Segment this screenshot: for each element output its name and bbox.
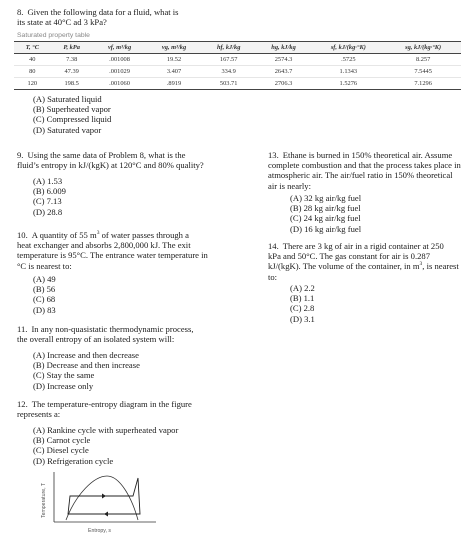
table-cell: 3.407 — [146, 66, 201, 78]
question-text: Ethane is burned in 150% theoretical air. Assume — [282, 150, 453, 160]
table-cell: .001008 — [93, 54, 147, 66]
answer-option[interactable]: (D) 16 kg air/kg fuel — [290, 223, 362, 234]
table-header-row — [14, 42, 461, 54]
question-text: temperature is 95°C. The entrance water temperature in — [17, 250, 208, 261]
question-text: The temperature-entropy diagram in the figure — [31, 399, 192, 409]
arrow-icon — [104, 512, 108, 517]
question-text: represents a: — [17, 409, 61, 420]
question-8-prompt — [17, 7, 457, 27]
column-header: vg, m³/kg — [146, 42, 201, 54]
answer-option[interactable]: (D) 3.1 — [290, 313, 315, 324]
answer-option[interactable]: (B) Superheated vapor — [33, 104, 111, 115]
answer-option[interactable]: (B) 56 — [33, 284, 56, 295]
answer-options-q12 — [33, 425, 178, 466]
question-text: There are 3 kg of air in a rigid container at 250 — [282, 241, 444, 251]
answer-option[interactable]: (C) Diesel cycle — [33, 445, 89, 456]
superscript: 3 — [419, 261, 423, 268]
column-header: hf, kJ/kg — [202, 42, 256, 54]
answer-options-q11 — [33, 350, 140, 391]
question-text: Given the following data for a fluid, what is — [27, 7, 179, 17]
question-text: atmospheric air. The air/fuel ratio in 150% theoretical — [268, 170, 453, 181]
question-text: air is nearly: — [268, 180, 311, 191]
answer-options-q14 — [290, 283, 315, 324]
table-cell: 334.9 — [202, 66, 256, 78]
superscript: 3 — [96, 230, 100, 237]
question-number: 13. — [268, 150, 279, 160]
question-text: In any non-quasistatic thermodynamic process, — [31, 324, 194, 334]
table-cell: 19.52 — [146, 54, 201, 66]
ts-diagram — [32, 468, 162, 536]
table-cell: 7.1296 — [385, 78, 461, 90]
answer-option[interactable]: (A) 49 — [33, 274, 56, 284]
question-text: the overall entropy of an isolated system will: — [17, 334, 175, 345]
answer-option[interactable]: (B) Decrease and then increase — [33, 360, 140, 371]
question-text: complete combustion and that the process takes place in — [268, 160, 461, 171]
question-number: 14. — [268, 241, 279, 251]
question-number: 11. — [17, 324, 28, 334]
table-cell: 2706.3 — [256, 78, 312, 90]
answer-options-q8 — [33, 94, 111, 135]
table-cell: 47.39 — [51, 66, 93, 78]
table-cell: 503.71 — [202, 78, 256, 90]
question-text: , is nearest — [422, 261, 459, 272]
table-cell: 1.1343 — [311, 66, 385, 78]
question-text: of water passes through a — [99, 230, 189, 240]
answer-option[interactable]: (D) 28.8 — [33, 206, 63, 217]
question-14-prompt — [268, 241, 468, 282]
question-11-prompt — [17, 324, 237, 344]
answer-option[interactable]: (A) Increase and then decrease — [33, 350, 139, 360]
question-number: 10. — [17, 230, 28, 240]
answer-option[interactable]: (C) Stay the same — [33, 370, 95, 381]
answer-option[interactable]: (D) Saturated vapor — [33, 124, 102, 135]
answer-option[interactable]: (B) 6.009 — [33, 186, 66, 197]
question-text: kPa and 50°C. The gas constant for air is 0.287 — [268, 251, 430, 262]
answer-option[interactable]: (B) Carnot cycle — [33, 435, 91, 446]
answer-option[interactable]: (D) 83 — [33, 304, 56, 315]
answer-option[interactable]: (C) 24 kg air/kg fuel — [290, 213, 361, 224]
question-text: its state at 40°C ad 3 kPa? — [17, 17, 107, 28]
question-number: 8. — [17, 7, 24, 17]
question-12-prompt — [17, 399, 237, 419]
answer-option[interactable]: (C) 68 — [33, 294, 56, 305]
table-cell: .001060 — [93, 78, 147, 90]
question-number: 9. — [17, 150, 24, 160]
answer-option[interactable]: (C) Compressed liquid — [33, 114, 112, 125]
question-text: A quantity of 55 m — [31, 230, 97, 240]
question-text: °C is nearest to: — [17, 260, 72, 271]
answer-options-q13 — [290, 193, 361, 234]
answer-option[interactable]: (B) 28 kg air/kg fuel — [290, 203, 361, 214]
table-cell: 2574.3 — [256, 54, 312, 66]
arrow-icon — [102, 494, 106, 499]
answer-option[interactable]: (B) 1.1 — [290, 293, 315, 304]
column-header: vf, m³/kg — [93, 42, 147, 54]
column-header: hg, kJ/kg — [256, 42, 312, 54]
table-row — [14, 54, 461, 66]
column-header: sg, kJ/(kg·°K) — [385, 42, 461, 54]
answer-option[interactable]: (C) 7.13 — [33, 196, 62, 207]
question-13-prompt — [268, 150, 468, 191]
table-cell: 80 — [14, 66, 51, 78]
answer-option[interactable]: (A) 1.53 — [33, 176, 63, 186]
column-header: sf, kJ/(kg·°K) — [311, 42, 385, 54]
x-axis-label: Entropy, s — [88, 528, 111, 534]
table-cell: 7.5445 — [385, 66, 461, 78]
question-text: heat exchanger and absorbs 2,800,000 kJ. The exit — [17, 240, 191, 251]
table-cell: 120 — [14, 78, 51, 90]
table-cell: 198.5 — [51, 78, 93, 90]
table-cell: .5725 — [311, 54, 385, 66]
answer-option[interactable]: (A) 2.2 — [290, 283, 315, 293]
answer-option[interactable]: (A) Saturated liquid — [33, 94, 102, 104]
question-text: to: — [268, 271, 278, 282]
answer-option[interactable]: (A) Rankine cycle with superheated vapor — [33, 425, 179, 435]
answer-option[interactable]: (C) 2.8 — [290, 303, 315, 314]
question-text: kJ/(kgK). The volume of the container, in m — [268, 261, 420, 272]
answer-options-q9 — [33, 176, 66, 217]
table-cell: 1.5276 — [311, 78, 385, 90]
table-cell: 2643.7 — [256, 66, 312, 78]
y-axis-label: Temperature, T — [41, 482, 47, 518]
column-header: P, kPa — [51, 42, 93, 54]
answer-option[interactable]: (D) Refrigeration cycle — [33, 455, 114, 466]
table-row — [14, 78, 461, 90]
question-number: 12. — [17, 399, 28, 409]
table-row — [14, 66, 461, 78]
table-cell: 40 — [14, 54, 51, 66]
question-text: Using the same data of Problem 8, what is the — [27, 150, 186, 160]
table-cell: 8.257 — [385, 54, 461, 66]
question-text: fluid’s entropy in kJ/(kgK) at 120°C and 80% quality? — [17, 160, 204, 171]
saturated-property-table — [14, 41, 461, 90]
column-header: T, °C — [14, 42, 51, 54]
table-caption: Saturated property table — [17, 32, 90, 39]
question-10-prompt — [17, 230, 237, 271]
answer-options-q10 — [33, 274, 56, 315]
question-9-prompt — [17, 150, 232, 170]
table-cell: 7.38 — [51, 54, 93, 66]
table-cell: 167.57 — [202, 54, 256, 66]
table-cell: .8919 — [146, 78, 201, 90]
answer-option[interactable]: (D) Increase only — [33, 380, 94, 391]
table-cell: .001029 — [93, 66, 147, 78]
answer-option[interactable]: (A) 32 kg air/kg fuel — [290, 193, 362, 203]
